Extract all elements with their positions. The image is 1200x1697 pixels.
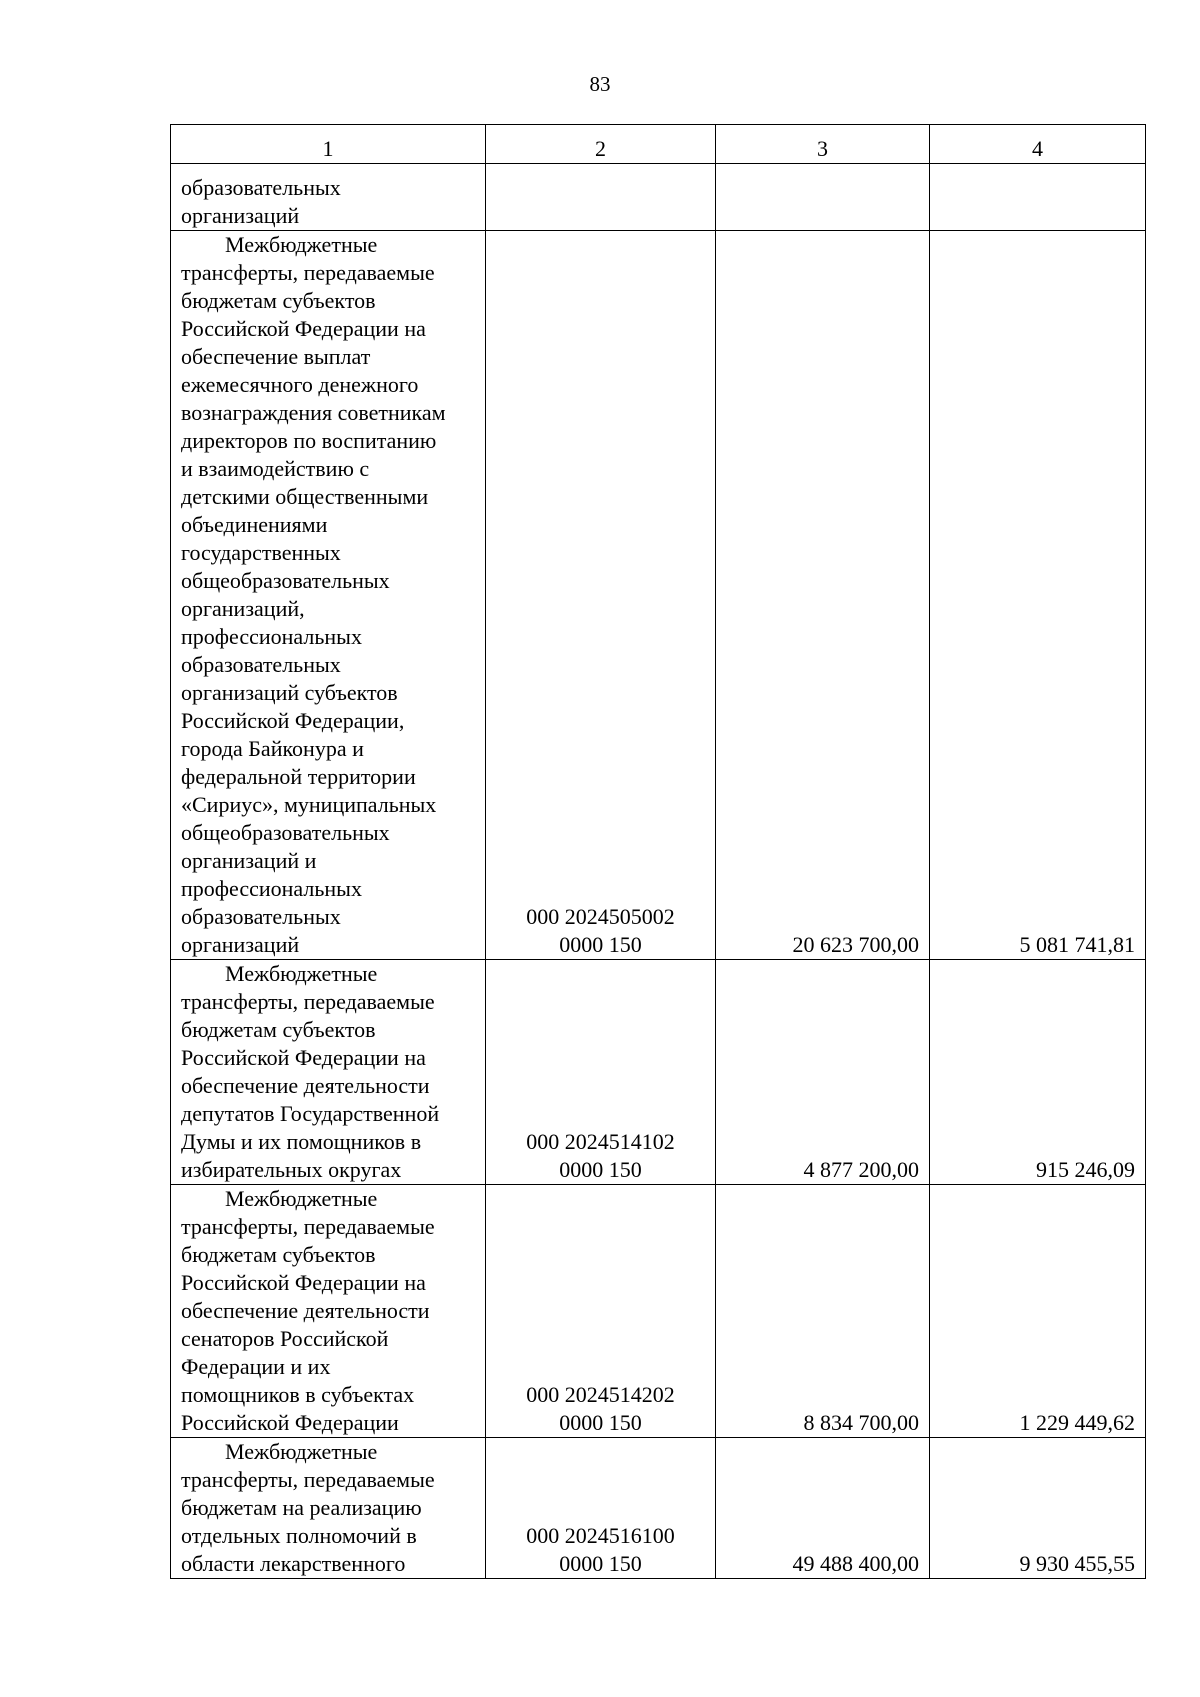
table-row-continuation (171, 164, 1146, 231)
row-executed: 5 081 741,81 (930, 231, 1146, 960)
row-code: 000 2024516100 0000 150 (486, 1438, 716, 1579)
row-approved: 8 834 700,00 (716, 1185, 930, 1438)
budget-table (170, 124, 1146, 1579)
row-description: Межбюджетные трансферты, передаваемые бюджетам субъектов Российской Федерации на обеспечение деятельности депутатов Государственной Думы и их помощников в избирательных округах (171, 960, 486, 1185)
column-header-3: 3 (716, 125, 930, 164)
table-row (171, 1185, 1146, 1438)
table-row (171, 1438, 1146, 1579)
row-approved: 49 488 400,00 (716, 1438, 930, 1579)
row-description: образовательных организаций (171, 164, 486, 231)
row-code: 000 2024505002 0000 150 (486, 231, 716, 960)
row-executed: 9 930 455,55 (930, 1438, 1146, 1579)
row-code: 000 2024514102 0000 150 (486, 960, 716, 1185)
row-executed (930, 164, 1146, 231)
row-description: Межбюджетные трансферты, передаваемые бюджетам субъектов Российской Федерации на обеспечение деятельности сенаторов Российской Федерации и их помощников в субъектах Российской Федерации (171, 1185, 486, 1438)
row-approved: 4 877 200,00 (716, 960, 930, 1185)
table-row (171, 231, 1146, 960)
row-approved: 20 623 700,00 (716, 231, 930, 960)
page-number: 83 (589, 72, 611, 96)
row-code: 000 2024514202 0000 150 (486, 1185, 716, 1438)
row-executed: 915 246,09 (930, 960, 1146, 1185)
row-code (486, 164, 716, 231)
column-header-2: 2 (486, 125, 716, 164)
table-header-row (171, 125, 1146, 164)
row-approved (716, 164, 930, 231)
column-header-1: 1 (171, 125, 486, 164)
column-header-4: 4 (930, 125, 1146, 164)
row-executed: 1 229 449,62 (930, 1185, 1146, 1438)
table-row (171, 960, 1146, 1185)
row-description: Межбюджетные трансферты, передаваемые бюджетам на реализацию отдельных полномочий в области лекарственного (171, 1438, 486, 1579)
row-description: Межбюджетные трансферты, передаваемые бюджетам субъектов Российской Федерации на обеспечение выплат ежемесячного денежного вознаграждения советникам директоров по воспитанию и взаимодействию с детскими общественными объединениями государственных общеобразовательных организаций, профессиональных образовательных организаций субъектов Российской Федерации, города Байконура и федеральной территории «Сириус», муниципальных общеобразовательных организаций и профессиональных образовательных организаций (171, 231, 486, 960)
